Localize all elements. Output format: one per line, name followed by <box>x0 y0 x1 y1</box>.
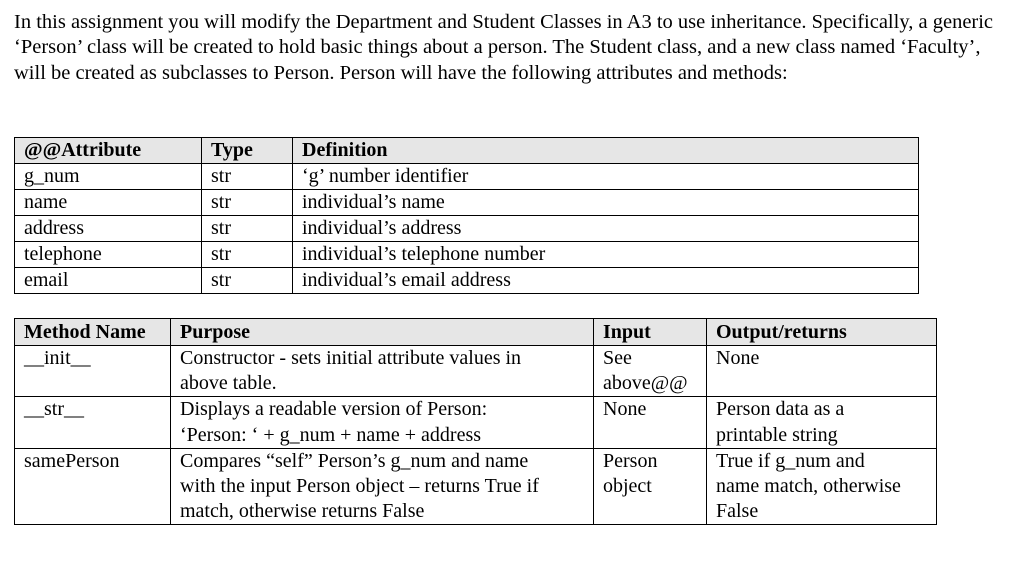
input-header: Input <box>594 319 707 346</box>
definition-cell: individual’s email address <box>293 268 919 294</box>
output-cell <box>707 448 937 525</box>
purpose-line: match, otherwise returns False <box>180 500 425 523</box>
definition-cell: individual’s address <box>293 216 919 242</box>
table-row <box>15 448 937 525</box>
input-line: None <box>603 398 647 421</box>
output-cell <box>707 346 937 397</box>
type-cell: str <box>202 268 293 294</box>
intro-paragraph: In this assignment you will modify the Department and Student Classes in A3 to use inheritance. Specifically, a generic ‘Person’ class will be created to hold basic things about a person. The Student class, and a new class named ‘Faculty’, will be created as subclasses to Person. Person will have the following attributes and methods: <box>14 11 994 84</box>
type-cell: str <box>202 242 293 268</box>
attribute-header: @@Attribute <box>15 138 202 164</box>
table-row <box>15 397 937 448</box>
method-name-cell: __init__ <box>15 346 171 397</box>
purpose-line: with the input Person object – returns True if <box>180 475 539 498</box>
type-cell: str <box>202 216 293 242</box>
output-line: None <box>716 347 760 369</box>
purpose-cell <box>171 397 594 448</box>
table-row <box>15 242 919 268</box>
purpose-line: ‘Person: ‘ + g_num + name + address <box>180 423 482 446</box>
table-row <box>15 216 919 242</box>
attribute-cell: g_num <box>15 164 202 190</box>
method-name-header: Method Name <box>15 319 171 346</box>
output-header: Output/returns <box>707 319 937 346</box>
attribute-cell: email <box>15 268 202 294</box>
attribute-table-header <box>15 138 919 164</box>
method-name-cell: samePerson <box>15 448 171 525</box>
purpose-line: Constructor - sets initial attribute values in <box>180 347 522 369</box>
purpose-line: above table. <box>180 372 277 395</box>
purpose-cell <box>171 448 594 525</box>
definition-header: Definition <box>293 138 919 164</box>
attribute-table <box>14 137 919 294</box>
table-row <box>15 268 919 294</box>
table-row <box>15 190 919 216</box>
purpose-cell <box>171 346 594 397</box>
type-cell: str <box>202 190 293 216</box>
output-line: False <box>716 500 759 523</box>
method-table-header <box>15 319 937 346</box>
type-cell: str <box>202 164 293 190</box>
output-line: True if g_num and <box>716 449 865 472</box>
attribute-cell: address <box>15 216 202 242</box>
method-table <box>14 318 937 525</box>
input-cell <box>594 448 707 525</box>
output-line: printable string <box>716 423 838 446</box>
attribute-cell: name <box>15 190 202 216</box>
purpose-line: Displays a readable version of Person: <box>180 398 488 421</box>
output-line: Person data as a <box>716 398 845 421</box>
table-row <box>15 346 937 397</box>
definition-cell: individual’s name <box>293 190 919 216</box>
input-line: See <box>603 347 632 369</box>
table-row <box>15 164 919 190</box>
type-header: Type <box>202 138 293 164</box>
output-line: name match, otherwise <box>716 475 901 498</box>
input-line: object <box>603 475 652 498</box>
input-line: above@@ <box>603 372 688 395</box>
definition-cell: individual’s telephone number <box>293 242 919 268</box>
input-cell <box>594 397 707 448</box>
attribute-cell: telephone <box>15 242 202 268</box>
input-cell <box>594 346 707 397</box>
input-line: Person <box>603 449 658 472</box>
purpose-line: Compares “self” Person’s g_num and name <box>180 449 529 472</box>
intro-text <box>14 10 1004 86</box>
method-name-cell: __str__ <box>15 397 171 448</box>
output-cell <box>707 397 937 448</box>
definition-cell: ‘g’ number identifier <box>293 164 919 190</box>
purpose-header: Purpose <box>171 319 594 346</box>
